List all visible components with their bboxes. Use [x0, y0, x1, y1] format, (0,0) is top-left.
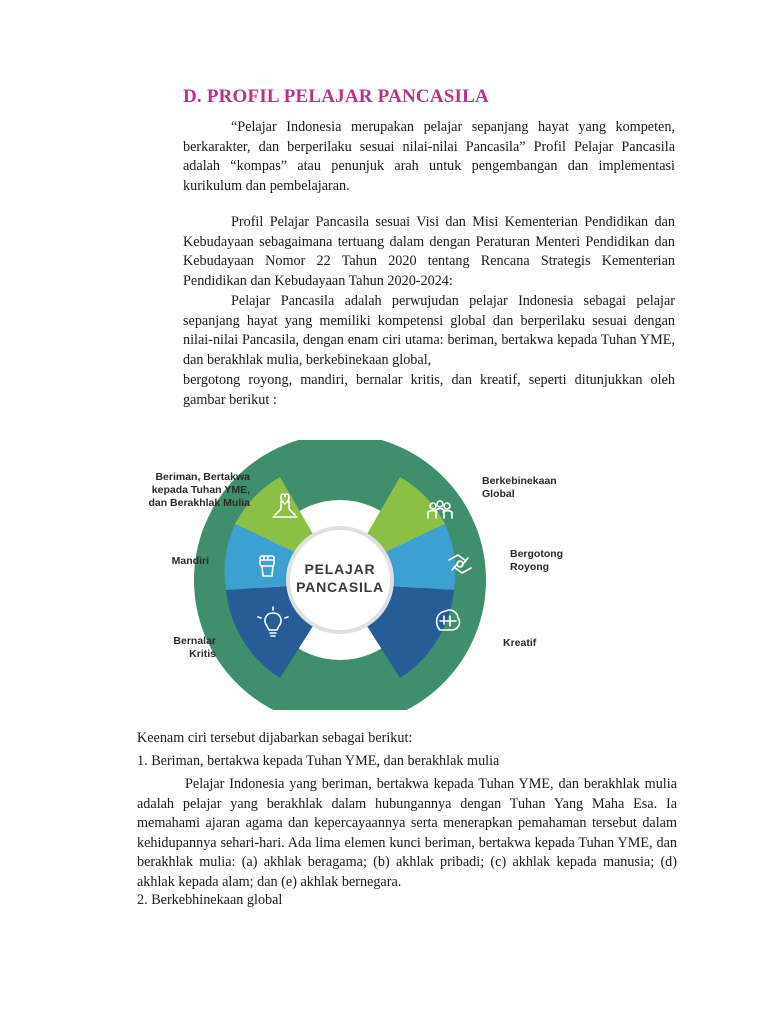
- label-gotong-royong: [510, 548, 563, 573]
- label-berkebinekaan: [482, 475, 557, 500]
- label-gotong-line2: Royong: [510, 561, 550, 573]
- label-beriman-line3: dan Berakhlak Mulia: [148, 497, 250, 509]
- section-heading: D. PROFIL PELAJAR PANCASILA: [183, 86, 489, 107]
- label-beriman: [148, 471, 250, 509]
- paragraph-definition-continued: bergotong royong, mandiri, bernalar kritis, dan kreatif, seperti ditunjukkan oleh gambar berikut :: [183, 372, 675, 408]
- label-berkebinekaan-line1: Berkebinekaan: [482, 475, 557, 487]
- list-item-1-heading: 1. Beriman, bertakwa kepada Tuhan YME, dan berakhlak mulia: [137, 753, 500, 769]
- list-item-2-heading: 2. Berkebhinekaan global: [137, 892, 283, 908]
- label-kreatif: Kreatif: [503, 637, 537, 649]
- label-bernalar: [173, 635, 216, 660]
- label-berkebinekaan-line2: Global: [482, 488, 515, 500]
- paragraph-enumeration-intro: Keenam ciri tersebut dijabarkan sebagai berikut:: [137, 730, 413, 746]
- label-bernalar-line2: Kritis: [189, 648, 216, 660]
- label-beriman-line1: Beriman, Bertakwa: [155, 471, 250, 483]
- paragraph-intro-quote: “Pelajar Indonesia merupakan pelajar sepanjang hayat yang kompeten, berkarakter, dan berperilaku sesuai nilai-nilai Pancasila” Profil Pelajar Pancasila adalah “kompas” atau penunjuk arah untuk pengembangan dan implementasi kurikulum dan pembelajaran.: [183, 119, 675, 194]
- center-label-line1: PELAJAR: [304, 561, 376, 577]
- label-mandiri: Mandiri: [171, 555, 209, 567]
- paragraph-visi-misi: Profil Pelajar Pancasila sesuai Visi dan Misi Kementerian Pendidikan dan Kebudayaan sebagaimana tertuang dalam dengan Peraturan Menteri Pendidikan dan Kebudayaan Nomor 22 Tahun 2020 tentang Rencana Strategis Kementerian Pendidikan dan Kebudayaan Tahun 2020-2024:: [183, 214, 675, 289]
- label-beriman-line2: kepada Tuhan YME,: [151, 484, 250, 496]
- paragraph-definition: Pelajar Pancasila adalah perwujudan pelajar Indonesia sebagai pelajar sepanjang hayat yang memiliki kompetensi global dan berperilaku sesuai dengan nilai-nilai Pancasila, dengan enam ciri utama: beriman, bertakwa kepada Tuhan YME, dan berakhlak mulia, berkebinekaan global,: [183, 293, 675, 368]
- profil-pelajar-pancasila-diagram: [130, 440, 570, 710]
- paragraph-beriman-detail: Pelajar Indonesia yang beriman, bertakwa kepada Tuhan YME, dan berakhlak mulia adalah pelajar yang berakhlak dalam hubungannya dengan Tuhan Yang Maha Esa. Ia memahami ajaran agama dan kepercayaannya serta menerapkan pemahaman tersebut dalam kehidupannya sehari-hari. Ada lima elemen kunci beriman, bertakwa kepada Tuhan YME, dan berakhlak mulia: (a) akhlak beragama; (b) akhlak pribadi; (c) akhlak kepada manusia; (d) akhlak kepada alam; dan (e) akhlak bernegara.: [137, 776, 677, 890]
- label-gotong-line1: Bergotong: [510, 548, 564, 560]
- label-bernalar-line1: Bernalar: [173, 635, 216, 647]
- center-label-line2: PANCASILA: [296, 579, 384, 595]
